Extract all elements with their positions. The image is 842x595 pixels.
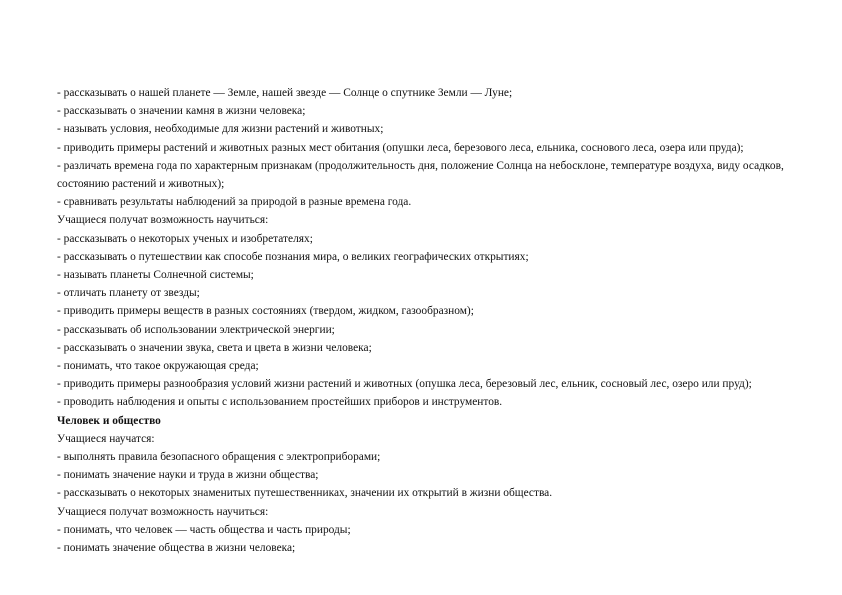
list-item: - понимать, что такое окружающая среда; xyxy=(57,360,259,373)
list-item: - рассказывать о значении камня в жизни человека; xyxy=(57,105,306,118)
section-subheading: Учащиеся получат возможность научиться: xyxy=(57,214,269,227)
list-item: - называть условия, необходимые для жизни растений и животных; xyxy=(57,123,384,136)
section-subheading: Учащиеся получат возможность научиться: xyxy=(57,505,269,518)
list-item: - сравнивать результаты наблюдений за природой в разные времена года. xyxy=(57,196,412,209)
list-item: - рассказывать о нашей планете — Земле, нашей звезде — Солнце о спутнике Земли — Луне; xyxy=(57,87,513,99)
list-item: - рассказывать об использовании электрической энергии; xyxy=(57,323,335,336)
section-subheading: Учащиеся научатся: xyxy=(57,432,155,445)
list-item: - отличать планету от звезды; xyxy=(57,287,200,300)
list-item: - понимать значение общества в жизни человека; xyxy=(57,542,296,555)
section-heading: Человек и общество xyxy=(57,414,161,427)
list-item: - понимать, что человек — часть общества и часть природы; xyxy=(57,523,351,536)
list-item: - выполнять правила безопасного обращения с электроприборами; xyxy=(57,451,381,464)
list-item: - рассказывать о путешествии как способе познания мира, о великих географических открытиях; xyxy=(57,250,529,263)
list-item: - приводить примеры растений и животных разных мест обитания (опушки леса, березового леса, ельника, соснового леса, озера или пруда); xyxy=(57,141,744,154)
list-item: - рассказывать о значении звука, света и цвета в жизни человека; xyxy=(57,341,372,354)
list-item: - приводить примеры веществ в разных состояниях (твердом, жидком, газообразном); xyxy=(57,305,474,318)
list-item: - называть планеты Солнечной системы; xyxy=(57,269,254,282)
list-item: - рассказывать о некоторых ученых и изобретателях; xyxy=(57,232,313,245)
list-item: - проводить наблюдения и опыты с использованием простейших приборов и инструментов. xyxy=(57,396,503,409)
list-item: - рассказывать о некоторых знаменитых путешественниках, значении их открытий в жизни общества. xyxy=(57,487,553,500)
list-item: - различать времена года по характерным признакам (продолжительность дня, положение Солнца на небосклоне, температуре воздуха, виду осадков, состоянию растений и животных); xyxy=(57,159,784,191)
document-text xyxy=(57,84,787,557)
list-item: - приводить примеры разнообразия условий жизни растений и животных (опушка леса, березовый лес, ельник, сосновый лес, озеро или пруд); xyxy=(57,378,752,391)
list-item: - понимать значение науки и труда в жизни общества; xyxy=(57,469,319,482)
